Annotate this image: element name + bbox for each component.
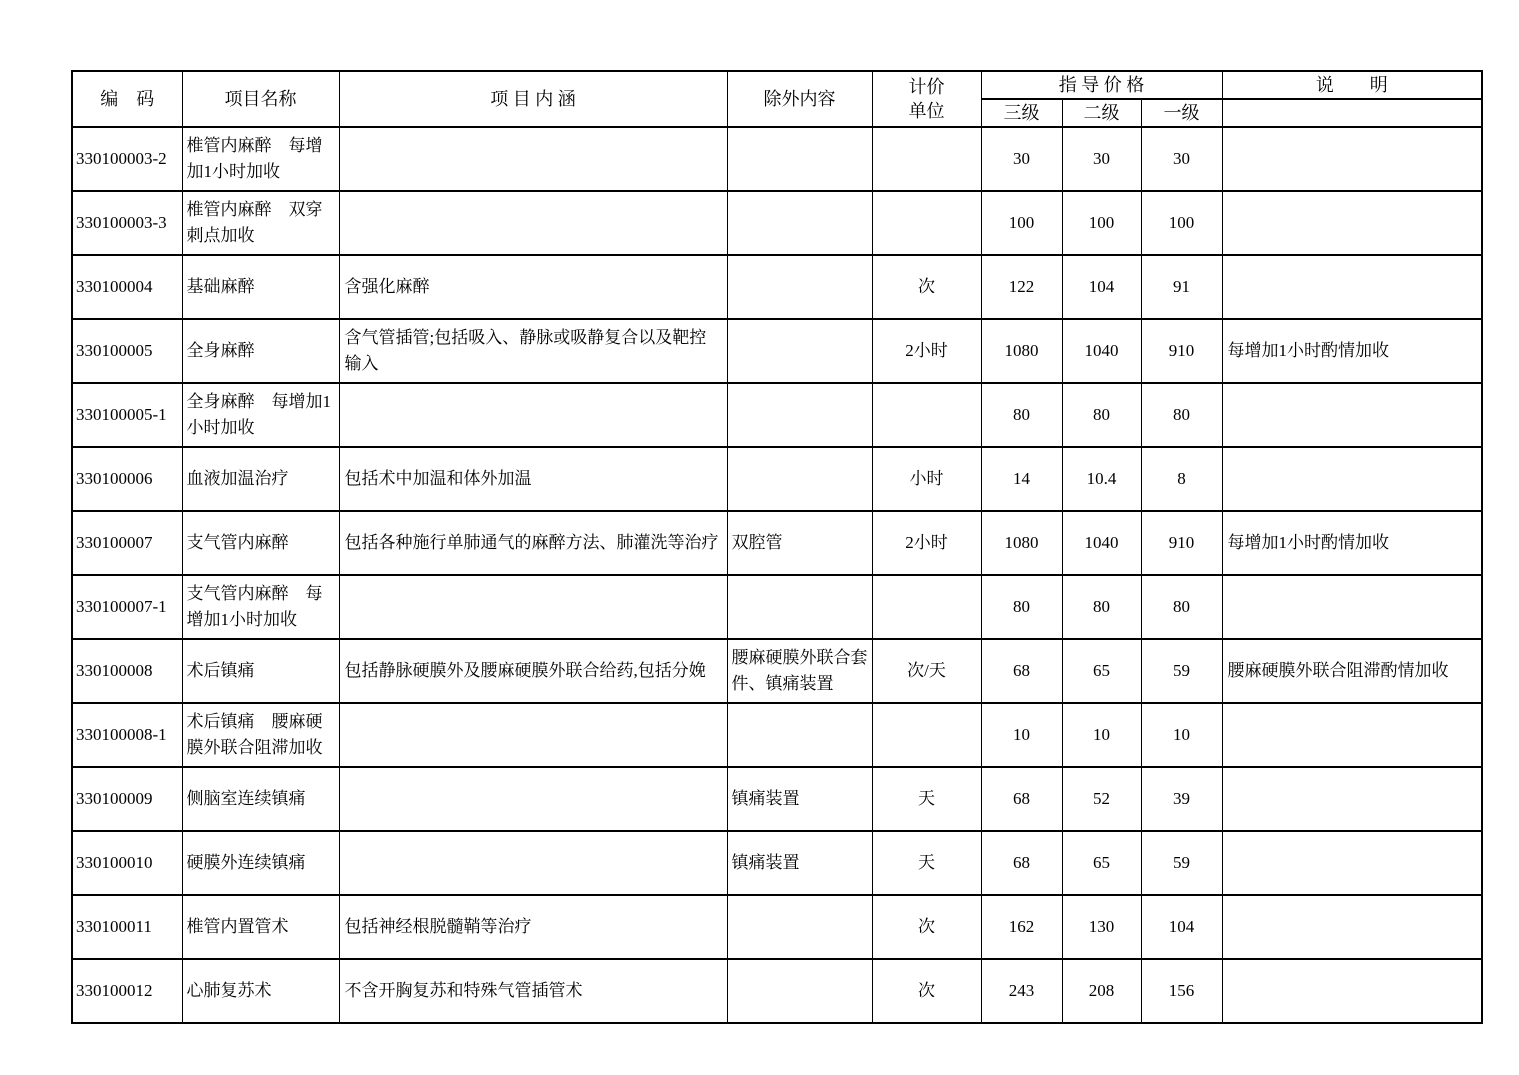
table-header bbox=[72, 71, 1482, 127]
cell-pricing-unit bbox=[872, 191, 981, 255]
table-row bbox=[72, 511, 1482, 575]
cell-excluded bbox=[727, 895, 872, 959]
cell-price-level2: 208 bbox=[1062, 959, 1141, 1023]
cell-price-level3: 162 bbox=[981, 895, 1062, 959]
cell-price-level3: 30 bbox=[981, 127, 1062, 191]
table-row bbox=[72, 319, 1482, 383]
header-excluded: 除外内容 bbox=[727, 71, 872, 127]
cell-price-level1: 59 bbox=[1141, 639, 1222, 703]
cell-item-name: 侧脑室连续镇痛 bbox=[182, 767, 339, 831]
table-row bbox=[72, 191, 1482, 255]
cell-item-name: 椎管内麻醉 每增加1小时加收 bbox=[182, 127, 339, 191]
cell-note: 腰麻硬膜外联合阻滞酌情加收 bbox=[1222, 639, 1482, 703]
cell-item-name: 全身麻醉 bbox=[182, 319, 339, 383]
cell-excluded bbox=[727, 127, 872, 191]
cell-price-level3: 80 bbox=[981, 383, 1062, 447]
cell-code: 330100005 bbox=[72, 319, 182, 383]
cell-item-content: 含气管插管;包括吸入、静脉或吸静复合以及靶控输入 bbox=[339, 319, 727, 383]
cell-code: 330100008 bbox=[72, 639, 182, 703]
cell-price-level2: 104 bbox=[1062, 255, 1141, 319]
cell-note bbox=[1222, 383, 1482, 447]
cell-code: 330100008-1 bbox=[72, 703, 182, 767]
header-row-top bbox=[72, 71, 1482, 99]
header-level2: 二级 bbox=[1062, 99, 1141, 127]
cell-price-level3: 14 bbox=[981, 447, 1062, 511]
cell-item-content: 含强化麻醉 bbox=[339, 255, 727, 319]
header-level1: 一级 bbox=[1141, 99, 1222, 127]
cell-note bbox=[1222, 575, 1482, 639]
cell-price-level1: 80 bbox=[1141, 575, 1222, 639]
cell-price-level1: 30 bbox=[1141, 127, 1222, 191]
cell-item-name: 全身麻醉 每增加1小时加收 bbox=[182, 383, 339, 447]
cell-item-content bbox=[339, 575, 727, 639]
table-row bbox=[72, 255, 1482, 319]
cell-item-content bbox=[339, 127, 727, 191]
table-row bbox=[72, 895, 1482, 959]
cell-price-level2: 65 bbox=[1062, 831, 1141, 895]
cell-item-content bbox=[339, 383, 727, 447]
header-pricing-unit-line2: 单位 bbox=[908, 101, 945, 121]
cell-code: 330100012 bbox=[72, 959, 182, 1023]
cell-note bbox=[1222, 895, 1482, 959]
cell-item-content bbox=[339, 191, 727, 255]
fee-schedule-table-container bbox=[71, 70, 1483, 1024]
cell-price-level2: 10.4 bbox=[1062, 447, 1141, 511]
cell-item-content bbox=[339, 767, 727, 831]
cell-excluded: 镇痛装置 bbox=[727, 767, 872, 831]
cell-item-content: 包括术中加温和体外加温 bbox=[339, 447, 727, 511]
cell-pricing-unit: 2小时 bbox=[872, 319, 981, 383]
cell-price-level1: 10 bbox=[1141, 703, 1222, 767]
cell-code: 330100006 bbox=[72, 447, 182, 511]
cell-code: 330100005-1 bbox=[72, 383, 182, 447]
cell-price-level1: 59 bbox=[1141, 831, 1222, 895]
cell-price-level1: 156 bbox=[1141, 959, 1222, 1023]
cell-pricing-unit: 小时 bbox=[872, 447, 981, 511]
table-row bbox=[72, 639, 1482, 703]
cell-item-name: 椎管内麻醉 双穿刺点加收 bbox=[182, 191, 339, 255]
cell-code: 330100007 bbox=[72, 511, 182, 575]
cell-item-content bbox=[339, 703, 727, 767]
cell-price-level3: 1080 bbox=[981, 319, 1062, 383]
cell-price-level1: 8 bbox=[1141, 447, 1222, 511]
cell-excluded: 镇痛装置 bbox=[727, 831, 872, 895]
cell-excluded bbox=[727, 959, 872, 1023]
cell-price-level2: 100 bbox=[1062, 191, 1141, 255]
cell-item-content: 包括各种施行单肺通气的麻醉方法、肺灌洗等治疗 bbox=[339, 511, 727, 575]
cell-item-content: 包括静脉硬膜外及腰麻硬膜外联合给药,包括分娩 bbox=[339, 639, 727, 703]
table-body bbox=[72, 127, 1482, 1023]
cell-price-level2: 80 bbox=[1062, 383, 1141, 447]
cell-price-level1: 104 bbox=[1141, 895, 1222, 959]
cell-item-name: 硬膜外连续镇痛 bbox=[182, 831, 339, 895]
cell-price-level1: 39 bbox=[1141, 767, 1222, 831]
cell-item-name: 椎管内置管术 bbox=[182, 895, 339, 959]
cell-note bbox=[1222, 703, 1482, 767]
cell-code: 330100004 bbox=[72, 255, 182, 319]
cell-item-content: 包括神经根脱髓鞘等治疗 bbox=[339, 895, 727, 959]
cell-pricing-unit: 2小时 bbox=[872, 511, 981, 575]
cell-item-name: 术后镇痛 腰麻硬膜外联合阻滞加收 bbox=[182, 703, 339, 767]
cell-pricing-unit: 次/天 bbox=[872, 639, 981, 703]
cell-price-level1: 910 bbox=[1141, 511, 1222, 575]
cell-price-level2: 130 bbox=[1062, 895, 1141, 959]
cell-note bbox=[1222, 831, 1482, 895]
cell-pricing-unit bbox=[872, 127, 981, 191]
cell-pricing-unit: 次 bbox=[872, 959, 981, 1023]
cell-price-level2: 30 bbox=[1062, 127, 1141, 191]
cell-price-level3: 1080 bbox=[981, 511, 1062, 575]
cell-code: 330100011 bbox=[72, 895, 182, 959]
header-note-sub bbox=[1222, 99, 1482, 127]
header-note: 说 明 bbox=[1222, 71, 1482, 99]
cell-pricing-unit bbox=[872, 383, 981, 447]
cell-item-content: 不含开胸复苏和特殊气管插管术 bbox=[339, 959, 727, 1023]
cell-price-level1: 80 bbox=[1141, 383, 1222, 447]
cell-note bbox=[1222, 767, 1482, 831]
cell-note bbox=[1222, 255, 1482, 319]
cell-note bbox=[1222, 127, 1482, 191]
header-level3: 三级 bbox=[981, 99, 1062, 127]
cell-item-name: 支气管内麻醉 bbox=[182, 511, 339, 575]
cell-price-level3: 68 bbox=[981, 767, 1062, 831]
cell-excluded: 双腔管 bbox=[727, 511, 872, 575]
cell-pricing-unit bbox=[872, 703, 981, 767]
cell-pricing-unit: 天 bbox=[872, 831, 981, 895]
cell-code: 330100003-2 bbox=[72, 127, 182, 191]
cell-pricing-unit bbox=[872, 575, 981, 639]
header-guide-price-group: 指 导 价 格 bbox=[981, 71, 1222, 99]
cell-item-content bbox=[339, 831, 727, 895]
header-pricing-unit bbox=[872, 71, 981, 127]
cell-item-name: 基础麻醉 bbox=[182, 255, 339, 319]
cell-code: 330100010 bbox=[72, 831, 182, 895]
cell-pricing-unit: 次 bbox=[872, 255, 981, 319]
cell-excluded bbox=[727, 255, 872, 319]
cell-price-level3: 243 bbox=[981, 959, 1062, 1023]
cell-price-level2: 10 bbox=[1062, 703, 1141, 767]
cell-price-level2: 65 bbox=[1062, 639, 1141, 703]
table-row bbox=[72, 959, 1482, 1023]
cell-price-level3: 80 bbox=[981, 575, 1062, 639]
cell-price-level3: 68 bbox=[981, 831, 1062, 895]
cell-note bbox=[1222, 959, 1482, 1023]
fee-schedule-table bbox=[71, 70, 1483, 1024]
table-row bbox=[72, 127, 1482, 191]
cell-excluded: 腰麻硬膜外联合套件、镇痛装置 bbox=[727, 639, 872, 703]
cell-price-level3: 68 bbox=[981, 639, 1062, 703]
table-row bbox=[72, 831, 1482, 895]
header-code: 编 码 bbox=[72, 71, 182, 127]
cell-item-name: 血液加温治疗 bbox=[182, 447, 339, 511]
cell-price-level1: 91 bbox=[1141, 255, 1222, 319]
cell-item-name: 心肺复苏术 bbox=[182, 959, 339, 1023]
table-row bbox=[72, 447, 1482, 511]
cell-note: 每增加1小时酌情加收 bbox=[1222, 319, 1482, 383]
cell-price-level2: 1040 bbox=[1062, 511, 1141, 575]
cell-excluded bbox=[727, 575, 872, 639]
cell-price-level3: 100 bbox=[981, 191, 1062, 255]
cell-excluded bbox=[727, 447, 872, 511]
cell-note bbox=[1222, 191, 1482, 255]
cell-pricing-unit: 次 bbox=[872, 895, 981, 959]
cell-pricing-unit: 天 bbox=[872, 767, 981, 831]
cell-excluded bbox=[727, 383, 872, 447]
cell-note: 每增加1小时酌情加收 bbox=[1222, 511, 1482, 575]
cell-price-level3: 10 bbox=[981, 703, 1062, 767]
cell-item-name: 术后镇痛 bbox=[182, 639, 339, 703]
cell-excluded bbox=[727, 703, 872, 767]
cell-code: 330100003-3 bbox=[72, 191, 182, 255]
cell-excluded bbox=[727, 319, 872, 383]
cell-price-level2: 80 bbox=[1062, 575, 1141, 639]
header-pricing-unit-line1: 计价 bbox=[908, 77, 945, 97]
cell-price-level3: 122 bbox=[981, 255, 1062, 319]
table-row bbox=[72, 383, 1482, 447]
cell-price-level2: 52 bbox=[1062, 767, 1141, 831]
cell-item-name: 支气管内麻醉 每增加1小时加收 bbox=[182, 575, 339, 639]
header-item-content: 项 目 内 涵 bbox=[339, 71, 727, 127]
cell-price-level2: 1040 bbox=[1062, 319, 1141, 383]
cell-code: 330100009 bbox=[72, 767, 182, 831]
cell-code: 330100007-1 bbox=[72, 575, 182, 639]
cell-price-level1: 100 bbox=[1141, 191, 1222, 255]
table-row bbox=[72, 767, 1482, 831]
table-row bbox=[72, 575, 1482, 639]
cell-excluded bbox=[727, 191, 872, 255]
cell-note bbox=[1222, 447, 1482, 511]
table-row bbox=[72, 703, 1482, 767]
header-item-name: 项目名称 bbox=[182, 71, 339, 127]
cell-price-level1: 910 bbox=[1141, 319, 1222, 383]
